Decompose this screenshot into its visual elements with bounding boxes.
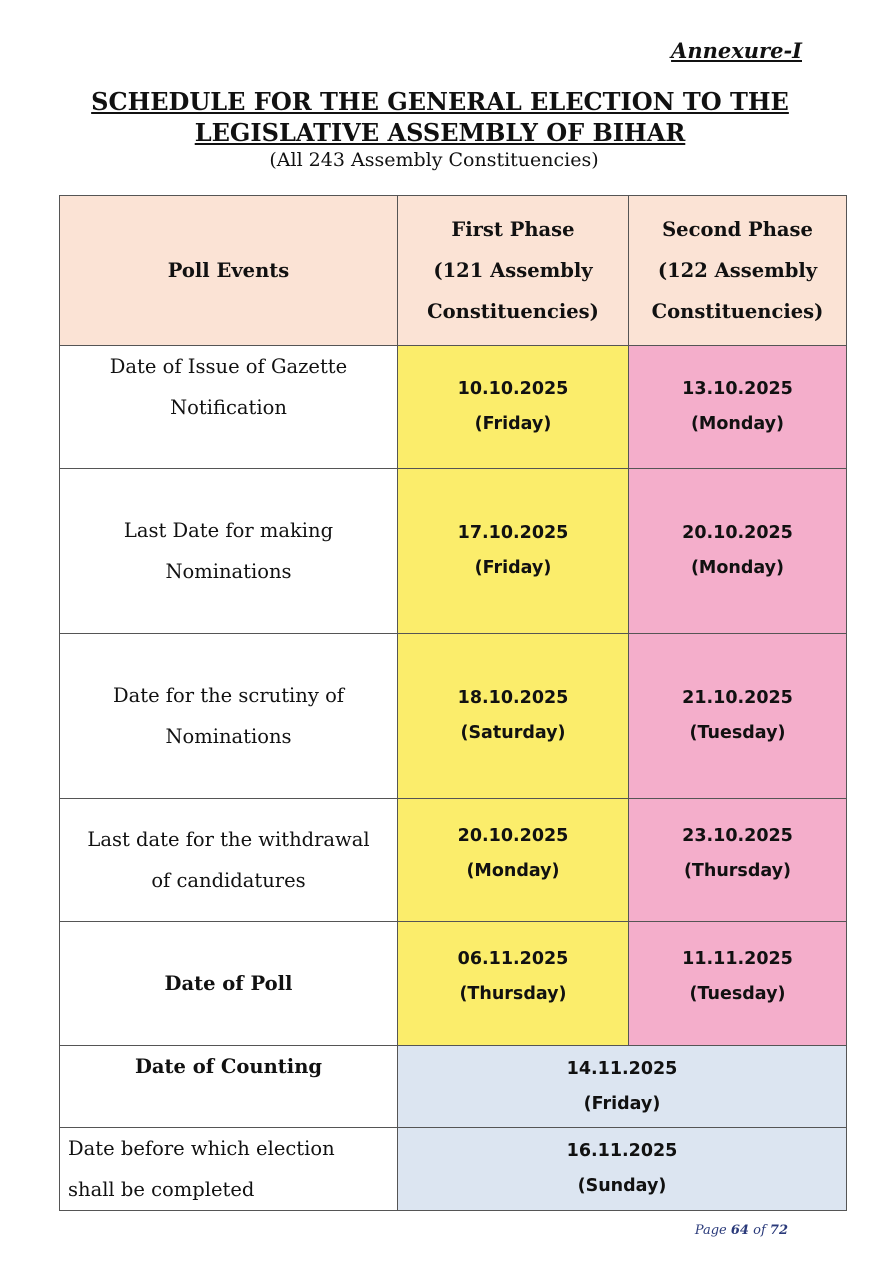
phase1-date-cell: 10.10.2025 (Friday) xyxy=(398,346,629,469)
table-row xyxy=(60,634,847,799)
counting-date-cell: 14.11.2025 (Friday) xyxy=(398,1046,847,1128)
phase1-date-cell: 17.10.2025 (Friday) xyxy=(398,469,629,634)
title-line-1: SCHEDULE FOR THE GENERAL ELECTION TO THE xyxy=(91,87,789,116)
title-line-2: LEGISLATIVE ASSEMBLY OF BIHAR xyxy=(194,118,686,147)
phase2-date-cell: 13.10.2025 (Monday) xyxy=(629,346,847,469)
phase1-date-cell: 20.10.2025 (Monday) xyxy=(398,799,629,922)
counting-row xyxy=(60,1046,847,1128)
header-row xyxy=(60,196,847,346)
table-row xyxy=(60,346,847,469)
table-row xyxy=(60,799,847,922)
page-number: Page 64 of 72 xyxy=(694,1223,788,1238)
page-title xyxy=(0,86,880,148)
schedule-table xyxy=(59,195,847,1211)
event-cell: Last date for the withdrawal of candidatures xyxy=(60,799,398,922)
phase1-date-cell: 06.11.2025 (Thursday) xyxy=(398,922,629,1046)
table-row xyxy=(60,469,847,634)
event-cell: Date of Issue of Gazette Notification xyxy=(60,346,398,469)
completion-row xyxy=(60,1128,847,1211)
phase1-date-cell: 18.10.2025 (Saturday) xyxy=(398,634,629,799)
event-cell: Date before which election shall be completed xyxy=(60,1128,398,1211)
event-cell: Date of Poll xyxy=(60,922,398,1046)
header-poll-events: Poll Events xyxy=(60,196,398,346)
event-cell: Last Date for making Nominations xyxy=(60,469,398,634)
header-second-phase: Second Phase (122 Assembly Constituencies) xyxy=(629,196,847,346)
phase2-date-cell: 20.10.2025 (Monday) xyxy=(629,469,847,634)
phase2-date-cell: 21.10.2025 (Tuesday) xyxy=(629,634,847,799)
event-cell: Date of Counting xyxy=(60,1046,398,1128)
page-subtitle: (All 243 Assembly Constituencies) xyxy=(269,149,599,171)
phase2-date-cell: 23.10.2025 (Thursday) xyxy=(629,799,847,922)
completion-date-cell: 16.11.2025 (Sunday) xyxy=(398,1128,847,1211)
header-first-phase: First Phase (121 Assembly Constituencies) xyxy=(398,196,629,346)
phase2-date-cell: 11.11.2025 (Tuesday) xyxy=(629,922,847,1046)
annexure-label: Annexure-I xyxy=(671,38,802,63)
event-cell: Date for the scrutiny of Nominations xyxy=(60,634,398,799)
table-row xyxy=(60,922,847,1046)
